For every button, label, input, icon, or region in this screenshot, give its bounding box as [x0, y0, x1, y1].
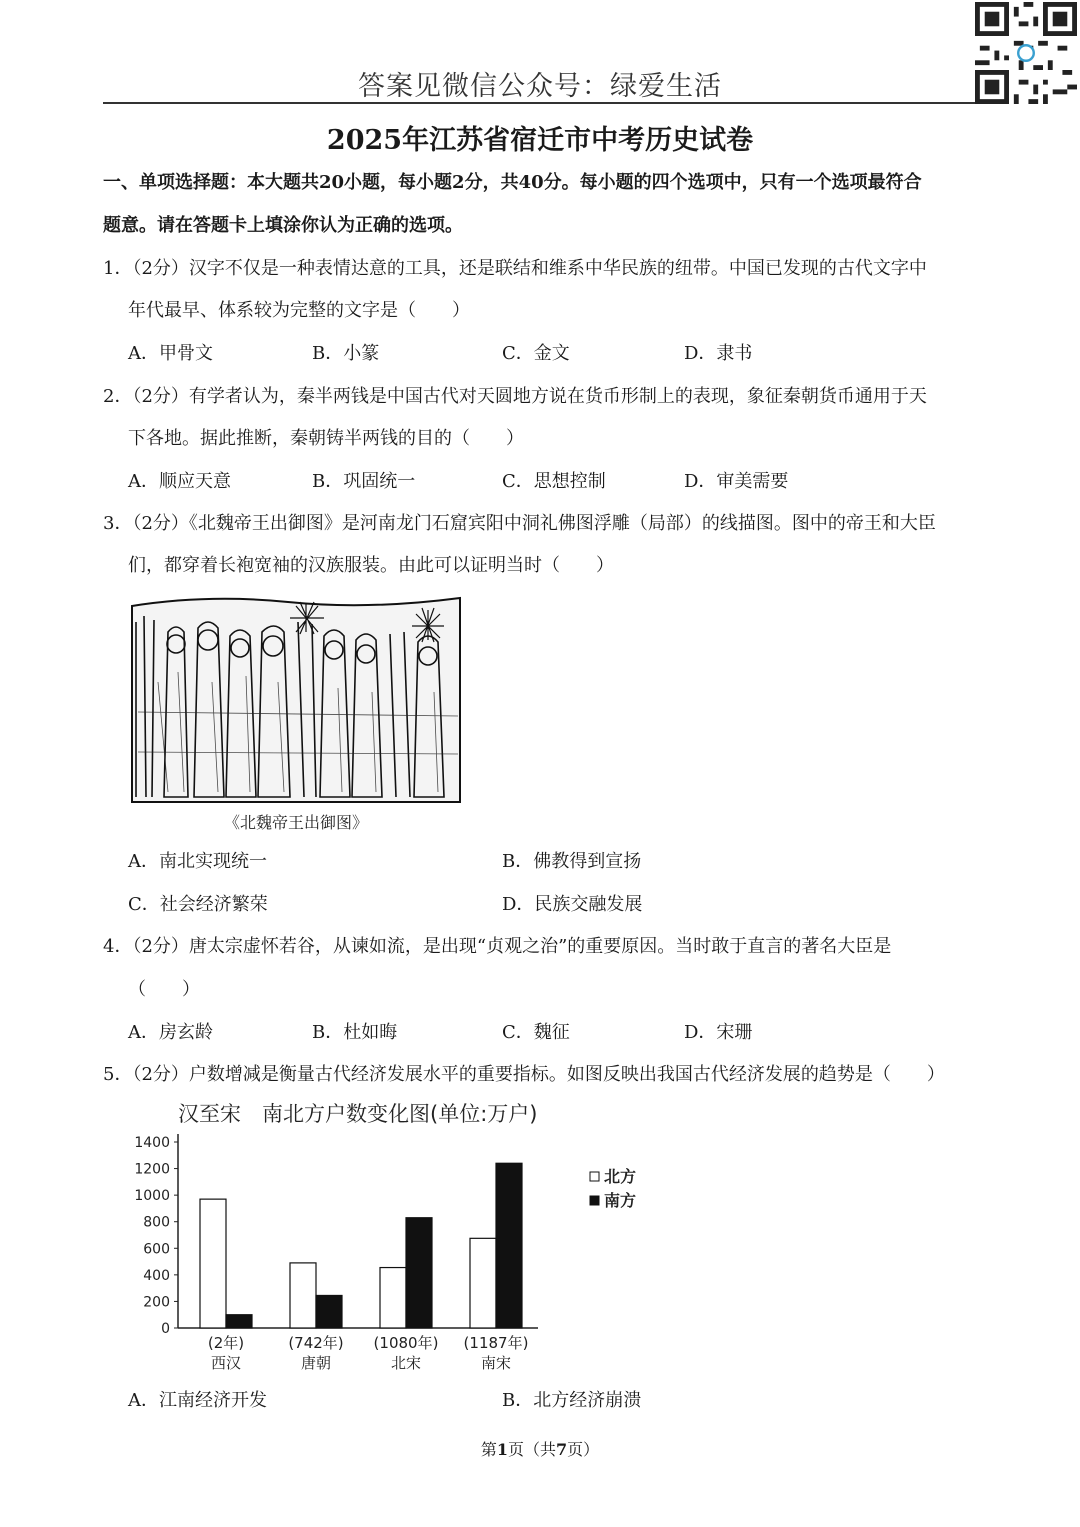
q1-option-d[interactable]: D．隶书 [684, 343, 753, 364]
legend-label-south: 南方 [604, 1191, 637, 1210]
q4-option-d[interactable]: D．宋珊 [684, 1022, 753, 1043]
household-bar-chart [120, 1094, 650, 1384]
chart-title: 汉至宋 南北方户数变化图(单位:万户) [178, 1102, 538, 1126]
q3-text-line-2: 们，都穿着长袍宽袖的汉族服装。由此可以证明当时（ ） [128, 555, 614, 576]
header-divider [103, 102, 978, 104]
footer-total-pages: 7 [556, 1440, 568, 1459]
q3-option-a[interactable]: A．南北实现统一 [128, 851, 267, 872]
x-category-name: 唐朝 [300, 1354, 332, 1372]
q1-option-a[interactable]: A．甲骨文 [128, 343, 213, 364]
q4-option-a[interactable]: A．房玄龄 [128, 1022, 213, 1043]
footer-prefix: 第 [480, 1440, 497, 1459]
y-tick-label: 400 [143, 1267, 170, 1284]
section-instructions-line-2: 题意。请在答题卡上填涂你认为正确的选项。 [103, 215, 463, 236]
legend-swatch-south [590, 1196, 599, 1205]
header-watermark-text: 答案见微信公众号：绿爱生活 [358, 71, 722, 102]
qr-code-icon [975, 2, 1077, 104]
q5-option-b[interactable]: B．北方经济崩溃 [502, 1390, 642, 1411]
x-category-year: (742年) [288, 1334, 344, 1352]
q2-option-a[interactable]: A．顺应天意 [128, 471, 231, 492]
q5-option-a[interactable]: A．江南经济开发 [128, 1390, 267, 1411]
bar-south [406, 1218, 432, 1328]
x-category-name: 西汉 [210, 1354, 242, 1372]
q1-text-line-1: 1．（2分）汉字不仅是一种表情达意的工具，还是联结和维系中华民族的纽带。中国已发现的古代文字中 [103, 258, 927, 279]
q5-text-line-1: 5．（2分）户数增减是衡量古代经济发展水平的重要指标。如图反映出我国古代经济发展的趋势是（ ） [103, 1064, 945, 1085]
footer-page-number: 1 [496, 1440, 508, 1459]
y-tick-label: 1000 [134, 1188, 170, 1205]
q2-text-line-1: 2．（2分）有学者认为，秦半两钱是中国古代对天圆地方说在货币形制上的表现，象征秦朝货币通用于天 [103, 386, 927, 407]
relief-line-drawing-image [128, 592, 464, 840]
q2-option-c[interactable]: C．思想控制 [502, 471, 606, 492]
q3-option-c[interactable]: C．社会经济繁荣 [128, 894, 268, 915]
q2-option-d[interactable]: D．审美需要 [684, 471, 789, 492]
q4-option-c[interactable]: C．魏征 [502, 1022, 570, 1043]
section-instructions-line-1: 一、单项选择题：本大题共20小题，每小题2分，共40分。每小题的四个选项中，只有一个选项最符合 [103, 172, 922, 193]
bar-north [470, 1238, 496, 1328]
footer-mid: 页（共 [507, 1440, 556, 1459]
q1-option-c[interactable]: C．金文 [502, 343, 570, 364]
q3-option-b[interactable]: B．佛教得到宣扬 [502, 851, 642, 872]
bar-north [380, 1268, 406, 1328]
bar-south [316, 1295, 342, 1328]
bar-south [226, 1315, 252, 1328]
bar-north [200, 1199, 226, 1328]
y-tick-label: 1200 [134, 1161, 170, 1178]
footer-suffix: 页） [567, 1440, 600, 1459]
figure-caption: 《北魏帝王出御图》 [223, 813, 369, 832]
x-category-year: (1080年) [373, 1334, 439, 1352]
bar-north [290, 1263, 316, 1328]
y-tick-label: 200 [143, 1294, 170, 1311]
page-footer [0, 1437, 1080, 1460]
q4-text-line-2: （ ） [128, 979, 200, 1000]
q2-text-line-2: 下各地。据此推断，秦朝铸半两钱的目的（ ） [128, 428, 524, 449]
q4-option-b[interactable]: B．杜如晦 [312, 1022, 398, 1043]
legend-label-north: 北方 [604, 1167, 637, 1186]
legend-swatch-north [590, 1172, 599, 1181]
y-tick-label: 1400 [134, 1135, 170, 1151]
bar-south [496, 1163, 522, 1328]
y-tick-label: 800 [143, 1214, 170, 1231]
x-category-name: 南宋 [480, 1354, 512, 1372]
q4-text-line-1: 4．（2分）唐太宗虚怀若谷，从谏如流，是出现“贞观之治”的重要原因。当时敢于直言的著名大臣是 [103, 936, 892, 957]
x-category-name: 北宋 [390, 1354, 422, 1372]
x-category-year: (1187年) [463, 1334, 529, 1352]
q1-text-line-2: 年代最早、体系较为完整的文字是（ ） [128, 300, 470, 321]
q1-option-b[interactable]: B．小篆 [312, 343, 380, 364]
exam-title: 2025年江苏省宿迁市中考历史试卷 [326, 125, 754, 156]
y-tick-label: 600 [143, 1241, 170, 1258]
q3-option-d[interactable]: D．民族交融发展 [502, 894, 643, 915]
x-category-year: (2年) [207, 1334, 245, 1352]
q2-option-b[interactable]: B．巩固统一 [312, 471, 416, 492]
y-tick-label: 0 [161, 1321, 170, 1337]
q3-text-line-1: 3．（2分）《北魏帝王出御图》是河南龙门石窟宾阳中洞礼佛图浮雕（局部）的线描图。图中的帝王和大臣 [103, 513, 936, 534]
